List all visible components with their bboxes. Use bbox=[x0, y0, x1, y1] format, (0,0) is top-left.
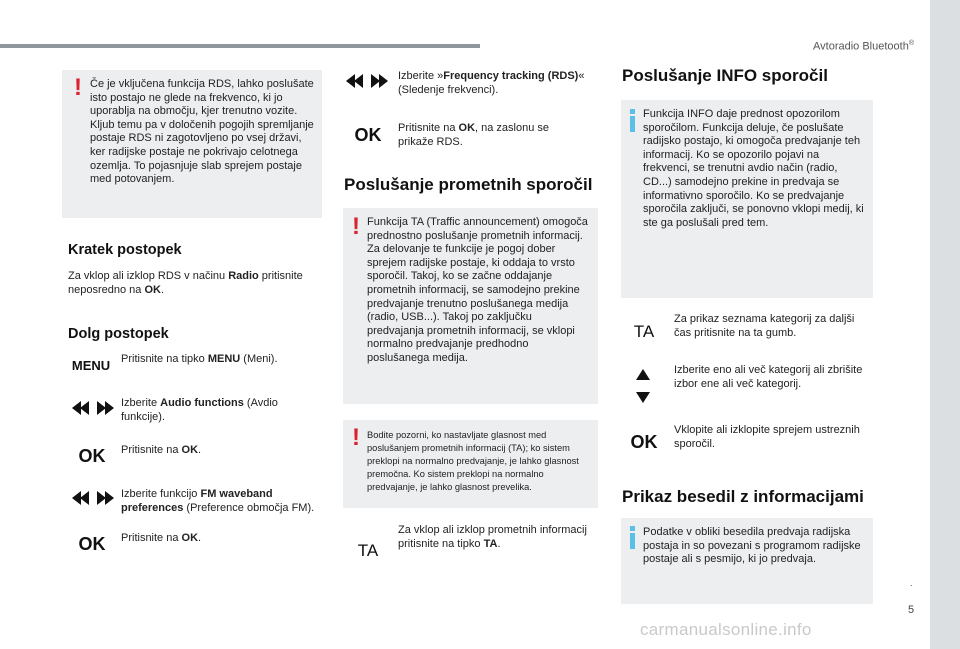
watermark: carmanualsonline.info bbox=[640, 620, 812, 639]
traffic-section-title: Poslušanje prometnih sporočil bbox=[344, 175, 593, 194]
ok-key: OK bbox=[78, 534, 106, 554]
radiotext-info-box bbox=[621, 518, 873, 604]
long-procedure-title: Dolg postopek bbox=[68, 326, 169, 342]
left-right-arrows-icon bbox=[72, 491, 114, 505]
ta-key: TA bbox=[633, 322, 655, 341]
step-toggle-reception-text: Vklopite ali izklopite sprejem ustreznih sporočil. bbox=[674, 424, 860, 450]
page-number: 5 bbox=[908, 604, 915, 616]
left-right-arrows-icon bbox=[346, 74, 388, 88]
left-right-arrows-icon bbox=[72, 401, 114, 415]
step-menu-text: Pritisnite na tipko MENU (Meni). bbox=[121, 353, 278, 365]
warning-icon: ! bbox=[74, 74, 82, 101]
radiotext-section-title: Prikaz besedil z informacijami bbox=[622, 487, 864, 506]
step-fm-waveband-text: Izberite funkcijo FM waveband preferences (Preference območja FM). bbox=[121, 488, 315, 514]
info-box bbox=[621, 100, 873, 298]
info-text: Funkcija INFO daje prednost opozorilom sporočilom. Funkcija deluje, če poslušate radijsko postajo, ki omogoča predvajanje teh informacij. Ko se opozorilo pojavi na frekvenci, se trenutni avdio način (radio, CD...) samodejno prekine in predvaja se informativno sporočilo. Ko se predvajanje sporočila zaključi, se ponovno vklopi medij, ki ste ga poslušali pred tem. bbox=[643, 108, 864, 229]
header-title: Avtoradio Bluetooth® bbox=[813, 40, 914, 53]
short-procedure-text: Za vklop ali izklop RDS v načinu Radio pritisnite neposredno na OK. bbox=[68, 270, 303, 296]
info-icon bbox=[630, 116, 635, 132]
step-select-category-text: Izberite eno ali več kategorij ali zbrišite izbor ene ali več kategorij. bbox=[674, 364, 863, 390]
step-rds-ok-text: Pritisnite na OK, na zaslonu se prikaže RDS. bbox=[398, 122, 550, 148]
traffic-warning-text: Funkcija TA (Traffic announcement) omogoča prednostno poslušanje prometnih informacij. Za delovanje te funkcije je pogoj dober sprejem radijske postaje, ki oddaja to vrsto sporočil. Takoj, ko se začne oddajanje prometnih informacij, se samodejno prekine predvajanje trenutno poslušanega medija (radio, USB...). Takoj po zaključku predvajanja prometnih informacij, se vklopi normalno predvajanje predhodno poslušanega medija. bbox=[367, 216, 588, 364]
ok-key: OK bbox=[354, 125, 382, 145]
info-icon bbox=[630, 533, 635, 549]
page-mark: . bbox=[910, 578, 913, 588]
up-down-arrows-icon bbox=[635, 369, 651, 403]
step-ok-text: Pritisnite na OK. bbox=[121, 532, 202, 544]
menu-key: MENU bbox=[71, 358, 111, 373]
rds-warning-text: Če je vključena funkcija RDS, lahko poslušate isto postajo ne glede na frekvenco, ki jo uporablja na območju, kjer trenutno vozite. Kljub temu pa v določenih pogojih spremljanje postaje RDS ni zagotovljeno po vsej državi, ker radijske postaje ne pokrivajo celotnega ozemlja. To pojasnjuje slab sprejem postaje med potovanjem. bbox=[90, 78, 314, 186]
short-procedure-title: Kratek postopek bbox=[68, 242, 182, 258]
radiotext-text: Podatke v obliki besedila predvaja radijska postaja in so povezani s programom radijske postaje ali s pesmijo, ki jo predvaja. bbox=[643, 526, 861, 566]
ok-key: OK bbox=[78, 446, 106, 466]
ok-key: OK bbox=[630, 432, 658, 452]
rds-warning-box bbox=[62, 70, 322, 218]
step-category-list-text: Za prikaz seznama kategorij za daljši čas pritisnite na ta gumb. bbox=[674, 313, 855, 339]
side-strip bbox=[930, 0, 960, 649]
info-section-title: Poslušanje INFO sporočil bbox=[622, 66, 828, 85]
warning-icon: ! bbox=[352, 424, 360, 451]
volume-warning-box bbox=[343, 420, 598, 508]
step-ok-text: Pritisnite na OK. bbox=[121, 444, 202, 456]
ta-key: TA bbox=[357, 541, 379, 560]
volume-warning-text: Bodite pozorni, ko nastavljate glasnost med poslušanjem prometnih informacij (TA); ko sistem preklopi na normalno predvajanje, je lahko glasnost premočna. Ko sistem preklopi na normalno predvajanje, je lahko glasnost prevelika. bbox=[367, 430, 579, 492]
traffic-warning-box bbox=[343, 208, 598, 404]
header-rule bbox=[0, 44, 480, 48]
step-ta-text: Za vklop ali izklop prometnih informacij pritisnite na tipko TA. bbox=[398, 524, 587, 550]
step-frequency-tracking-text: Izberite »Frequency tracking (RDS)« (Sledenje frekvenci). bbox=[398, 70, 585, 96]
warning-icon: ! bbox=[352, 213, 360, 240]
step-audio-functions-text: Izberite Audio functions (Avdio funkcije). bbox=[121, 397, 278, 423]
